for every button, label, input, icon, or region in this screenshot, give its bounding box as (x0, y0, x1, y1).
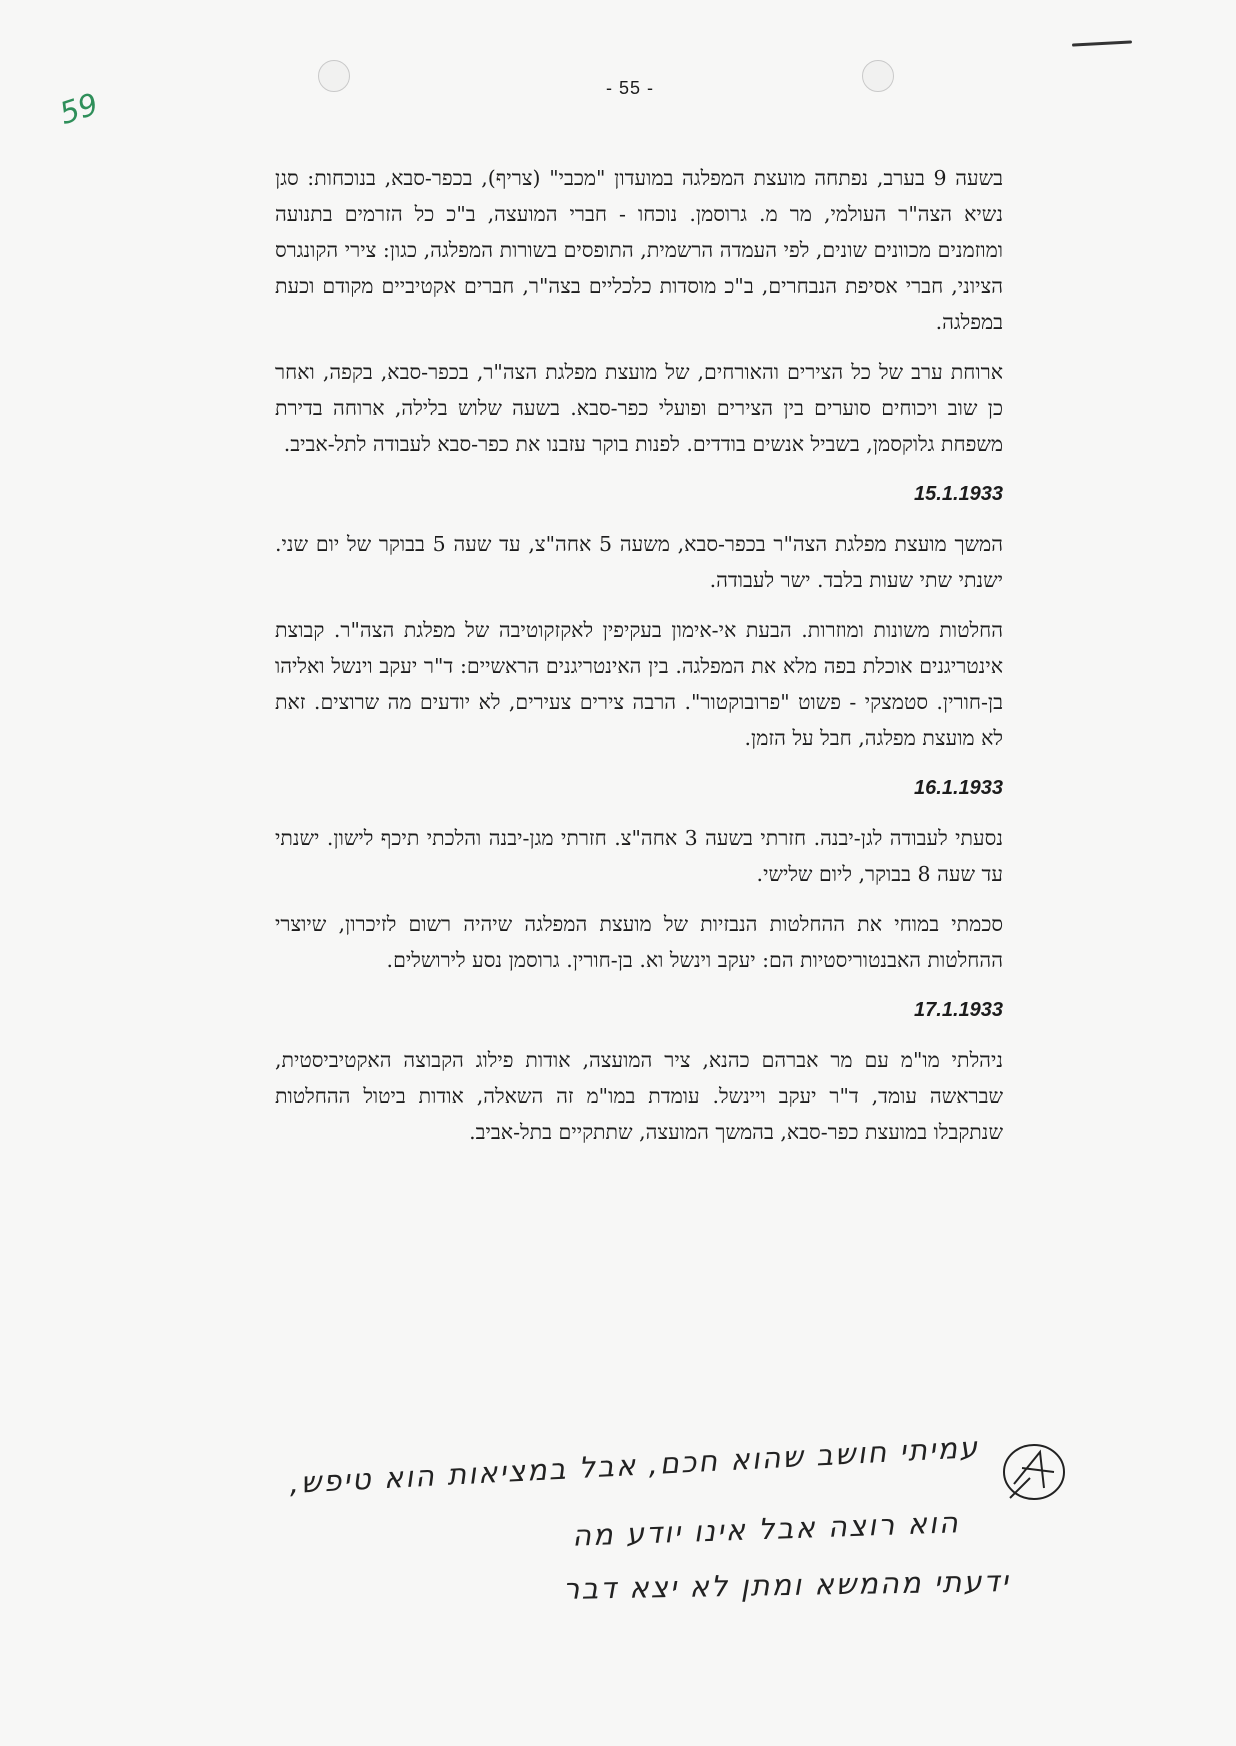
entry-date: 17.1.1933 (914, 999, 1003, 1021)
punch-hole-right (862, 60, 894, 92)
margin-note: 59 (55, 86, 103, 133)
handwritten-line: הוא רוצה אבל אינו יודע מה (571, 1505, 961, 1553)
paragraph: ארוחת ערב של כל הצירים והאורחים, של מועצת מפלגת הצה"ר, בכפר-סבא, בקפה, ואחר כן שוב ויכוחים סוערים בין הצירים ופועלי כפר-סבא. בשעה שלוש בלילה, ארוחה בדירת משפחת גלוקסמן, בשביל אנשים בודדים. לפנות בוקר עזבנו את כפר-סבא לעבודה לתל-אביב. (275, 360, 1003, 456)
paragraph: המשך מועצת מפלגת הצה"ר בכפר-סבא, משעה 5 אחה"צ, עד שעה 5 בבוקר של יום שני. ישנתי שתי שעות בלבד. ישר לעבודה. (275, 532, 1003, 592)
entry-date: 15.1.1933 (914, 483, 1003, 505)
entry-date: 16.1.1933 (914, 777, 1003, 799)
page-number: - 55 - (605, 78, 654, 98)
paragraph: סכמתי במוחי את ההחלטות הנבזיות של מועצת המפלגה שיהיה רשום לזיכרון, שיוצרי ההחלטות האבנטוריסטיות הם: יעקב וינשל וא. בן-חורין. גרוסמן נסע לירושלים. (275, 912, 1003, 972)
document-body (275, 160, 1003, 1164)
paragraph: נסעתי לעבודה לגן-יבנה. חזרתי בשעה 3 אחה"צ. חזרתי מגן-יבנה והלכתי תיכף לישון. ישנתי עד שעה 8 בבוקר, ליום שלישי. (275, 826, 1003, 886)
signature-mark (1000, 1438, 1070, 1504)
punch-hole-left (318, 60, 350, 92)
handwritten-line: עמיתי חושב שהוא חכם, אבל במציאות הוא טיפש, (288, 1429, 981, 1501)
paragraph: החלטות משונות ומוזרות. הבעת אי-אימון בעקיפין לאקזקוטיבה של מפלגת הצה"ר. קבוצת אינטריגנים אוכלת בפה מלא את המפלגה. בין האינטריגנים הראשיים: ד"ר יעקב וינשל ואליהו בן-חורין. סטמצקי - פשוט "פרובוקטור". הרבה צירים צעירים, לא יודעים מה שרוצים. זאת לא מועצת מפלגה, חבל על הזמן. (275, 618, 1003, 750)
paragraph: ניהלתי מו"מ עם מר אברהם כהנא, ציר המועצה, אודות פילוג הקבוצה האקטיביסטית, שבראשה עומד, ד"ר יעקב ויינשל. עומדת במו"מ זה השאלה, אודות ביטול ההחלטות שנתקבלו במועצת כפר-סבא, בהמשך המועצה, שתתקיים בתל-אביב. (275, 1048, 1003, 1144)
pen-mark (1072, 40, 1132, 46)
handwritten-line: ידעתי מהמשא ומתן לא יצא דבר (562, 1564, 1011, 1606)
paragraph: בשעה 9 בערב, נפתחה מועצת המפלגה במועדון "מכבי" (צריף), בכפר-סבא, בנוכחות: סגן נשיא הצה"ר העולמי, מר מ. גרוסמן. נוכחו - חברי המועצה, ב"כ כל הזרמים בתנועה ומוזמנים מכוונים שונים, לפי העמדה הרשמית, התופסים בשורות המפלגה, כגון: צירי הקונגרס הציוני, חברי אסיפת הנבחרים, ב"כ מוסדות כלכליים בצה"ר, חברים אקטיביים מקודם וכעת במפלגה. (275, 166, 1003, 334)
